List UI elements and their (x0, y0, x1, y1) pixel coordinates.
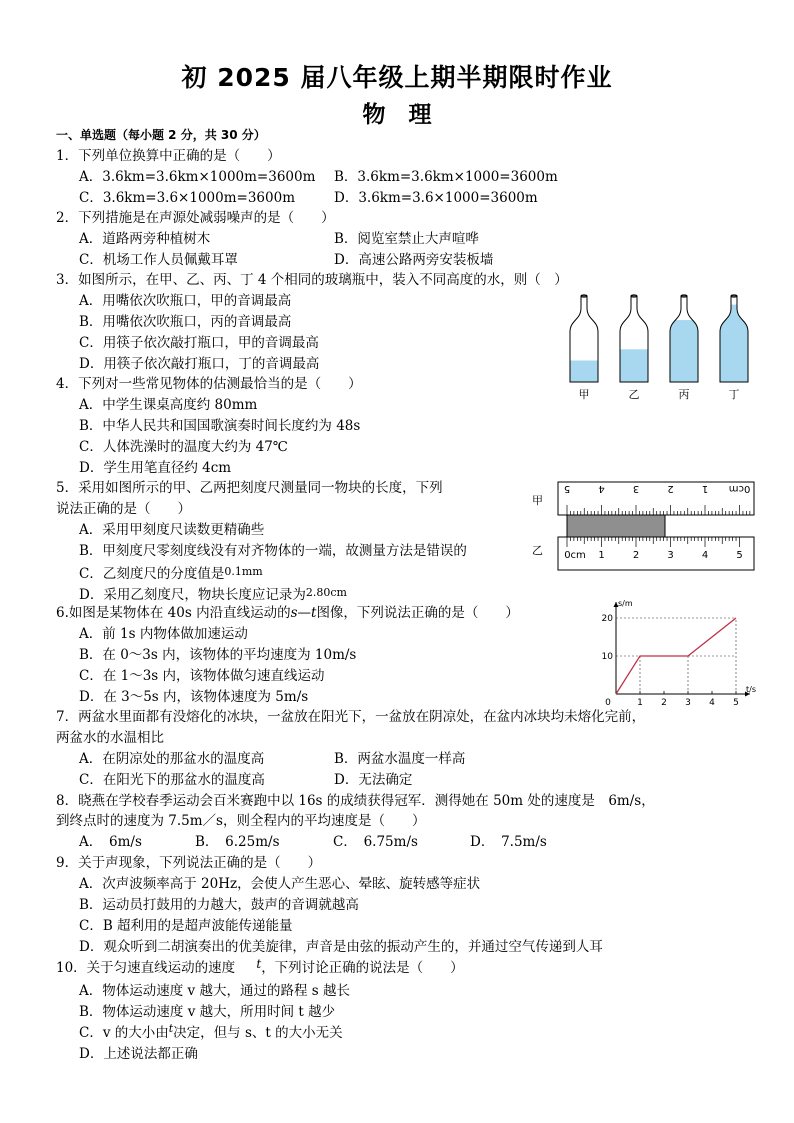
question-7-option-b: B．两盆水温度一样高 (334, 751, 466, 767)
question-1-stem: 1．下列单位换算中正确的是（ ） (56, 148, 281, 164)
question-10-option-d: D．上述说法都正确 (79, 1046, 198, 1062)
ruler-jia-tick-label: 0cm (728, 483, 751, 494)
bottle-water-1 (568, 361, 600, 383)
ruler-jia-tick-label: 2 (667, 483, 674, 494)
question-6-option-d: D．在 3～5s 内，该物体速度为 5m/s (79, 689, 309, 705)
question-3-stem: 3．如图所示，在甲、乙、丙、丁 4 个相同的玻璃瓶中，装入不同高度的水，则（ ） (56, 272, 568, 288)
question-4-option-d: D．学生用笔直径约 4cm (79, 460, 232, 476)
bottle-label-1: 甲 (578, 388, 590, 401)
question-10-option-c: C．v 的大小由$^t$决定，但与 s、t 的大小无关 (79, 1022, 343, 1041)
question-10-option-a: A．物体运动速度 v 越大，通过的路程 s 越长 (79, 983, 350, 999)
ruler-yi-tick-label: 3 (667, 550, 674, 561)
ruler-label-jia: 甲 (532, 494, 543, 507)
ruler-jia (558, 482, 754, 515)
question-2-option-d: D．高速公路两旁安装板墙 (334, 252, 494, 268)
question-1-option-b: B．3.6km=3.6km×1000=3600m (334, 169, 558, 185)
question-1-option-c: C．3.6km=3.6×1000m=3600m (79, 190, 295, 206)
question-4-stem: 4．下列对一些常见物体的估测最恰当的是（ ） (56, 376, 362, 392)
st-chart (598, 598, 758, 708)
question-4-option-c: C．人体洗澡时的温度大约为 47℃ (79, 439, 288, 455)
q10-formula-t: t (256, 957, 262, 971)
x-tick-label: 3 (685, 698, 691, 708)
question-7-option-d: D．无法确定 (334, 772, 413, 788)
y-axis-label: s/m (618, 599, 633, 608)
x-tick-label: 4 (709, 698, 715, 708)
question-4-option-a: A．中学生课桌高度约 80mm (79, 397, 258, 413)
question-1-option-d: D．3.6km=3.6×1000=3600m (334, 190, 538, 206)
ruler-yi-tick-label: 4 (701, 550, 709, 561)
question-3-option-c: C．用筷子依次敲打瓶口，甲的音调最高 (79, 335, 319, 351)
ruler-label-yi: 乙 (532, 544, 543, 557)
bottle-water-4 (718, 305, 750, 382)
document-title: 初 2025 届八年级上期半期限时作业 (181, 63, 613, 92)
question-7-option-a: A．在阴凉处的那盆水的温度高 (79, 751, 265, 767)
ruler-yi-tick-label: 1 (598, 550, 605, 561)
bottle-label-3: 丙 (678, 388, 690, 401)
y-tick-label: 10 (601, 652, 613, 662)
ruler-yi-tick-label: 2 (632, 550, 640, 561)
ruler-jia-tick-label: 1 (701, 483, 709, 494)
question-2-option-c: C．机场工作人员佩戴耳罩 (79, 252, 238, 268)
bottle-water-2 (618, 349, 650, 382)
question-3-option-d: D．用筷子依次敲打瓶口，丁的音调最高 (79, 356, 320, 372)
ruler-jia-tick-label: 3 (632, 483, 640, 494)
question-8-option-a: A． 6m/s (79, 834, 142, 850)
question-7-stem: 7．两盆水里面都有没熔化的冰块，一盆放在阳光下，一盆放在阴凉处，在盆内冰块均未熔化完前， (56, 709, 646, 725)
section-heading: 一、单选题（每小题 2 分，共 30 分） (56, 128, 266, 142)
question-10-stem: 10．关于匀速直线运动的速度 t，下列讨论正确的说法是（ ） (56, 958, 464, 978)
question-10-option-b: B．物体运动速度 v 越大，所用时间 t 越少 (79, 1004, 336, 1020)
x-tick-label: 1 (637, 698, 643, 708)
question-7-stem-line2: 两盆水的水温相比 (56, 730, 164, 746)
question-6-option-b: B．在 0～3s 内，该物体的平均速度为 10m/s (79, 647, 357, 663)
question-5-option-b: B．甲刻度尺零刻度线没有对齐物体的一端，故测量方法是错误的 (79, 543, 467, 559)
question-6-option-a: A．前 1s 内物体做加速运动 (79, 626, 248, 642)
question-9-option-b: B．运动员打鼓用的力越大，鼓声的音调就越高 (79, 897, 359, 913)
question-8-option-c: C． 6.75m/s (333, 834, 418, 850)
question-3-option-b: B．用嘴依次吹瓶口，丙的音调最高 (79, 314, 292, 330)
question-8-option-d: D． 7.5m/s (470, 834, 547, 850)
question-1-option-a: A．3.6km=3.6km×1000m=3600m (79, 169, 316, 185)
question-2-stem: 2．下列措施是在声源处减弱噪声的是（ ） (56, 210, 335, 226)
y-tick-label: 20 (601, 614, 613, 624)
question-8-option-b: B． 6.25m/s (195, 834, 280, 850)
question-4-option-b: B．中华人民共和国国歌演奏时间长度约为 48s (79, 418, 361, 434)
x-tick-label: 0 (605, 698, 611, 708)
ruler-yi-tick-label: 5 (736, 550, 743, 561)
question-6-option-c: C．在 1～3s 内，该物体做匀速直线运动 (79, 668, 325, 684)
question-5-stem: 5．采用如图所示的甲、乙两把刻度尺测量同一物块的长度，下列 (56, 480, 443, 496)
q10-option-c-formula: t (168, 1022, 174, 1035)
question-5-option-d: D．采用乙刻度尺，物块长度应记录为$^{2.80cm}$ (79, 586, 347, 603)
question-9-option-d: D．观众听到二胡演奏出的优美旋律，声音是由弦的振动产生的，并通过空气传递到人耳 (79, 939, 603, 955)
question-8-stem: 8．晓燕在学校春季运动会百米赛跑中以 16s 的成绩获得冠军．测得她在 50m 处的速度是 6m/s， (56, 793, 655, 809)
question-2-option-a: A．道路两旁种植树木 (79, 231, 211, 247)
ruler-jia-tick-label: 4 (598, 483, 605, 494)
q6-st-variable: s—t (290, 605, 317, 621)
x-axis-label: t/s (746, 685, 756, 694)
question-2-option-b: B．阅览室禁止大声喧哗 (334, 231, 479, 247)
question-8-stem-line2: 到终点时的速度为 7.5m／s，则全程内的平均速度是（ ） (56, 813, 426, 829)
q5-value-0-1mm: 0.1mm (224, 565, 263, 578)
ruler-yi-tick-label: 0cm (564, 550, 586, 561)
question-5-option-a: A．采用甲刻度尺读数更精确些 (79, 522, 265, 538)
question-9-option-c: C．B 超利用的是超声波能传递能量 (79, 918, 293, 934)
ruler-jia-tick-label: 5 (563, 483, 571, 494)
question-9-stem: 9．关于声现象，下列说法正确的是（ ） (56, 855, 322, 871)
bottle-label-4: 丁 (728, 388, 740, 401)
q5-value-2-80cm: 2.80cm (305, 586, 347, 599)
bottles-figure (562, 290, 762, 402)
x-tick-label: 5 (733, 698, 739, 708)
question-7-option-c: C．在阳光下的那盆水的温度高 (79, 772, 265, 788)
question-9-option-a: A．次声波频率高于 20Hz，会使人产生恶心、晕眩、旋转感等症状 (79, 876, 481, 892)
measured-block (567, 515, 665, 537)
subject-title: 物 理 (362, 102, 432, 128)
ruler-yi (558, 537, 754, 570)
bottle-label-2: 乙 (628, 388, 640, 401)
bottle-water-3 (668, 320, 700, 382)
question-5-stem-line2: 说法正确的是（ ） (56, 501, 191, 517)
x-tick-label: 2 (661, 698, 667, 708)
question-6-stem: 6.如图是某物体在 40s 内沿直线运动的s—t图像，下列说法正确的是（ ） (56, 605, 519, 621)
question-5-option-c: C．乙刻度尺的分度值是$^{0.1mm}$ (79, 565, 263, 582)
question-3-option-a: A．用嘴依次吹瓶口，甲的音调最高 (79, 293, 292, 309)
rulers-figure (530, 478, 762, 574)
